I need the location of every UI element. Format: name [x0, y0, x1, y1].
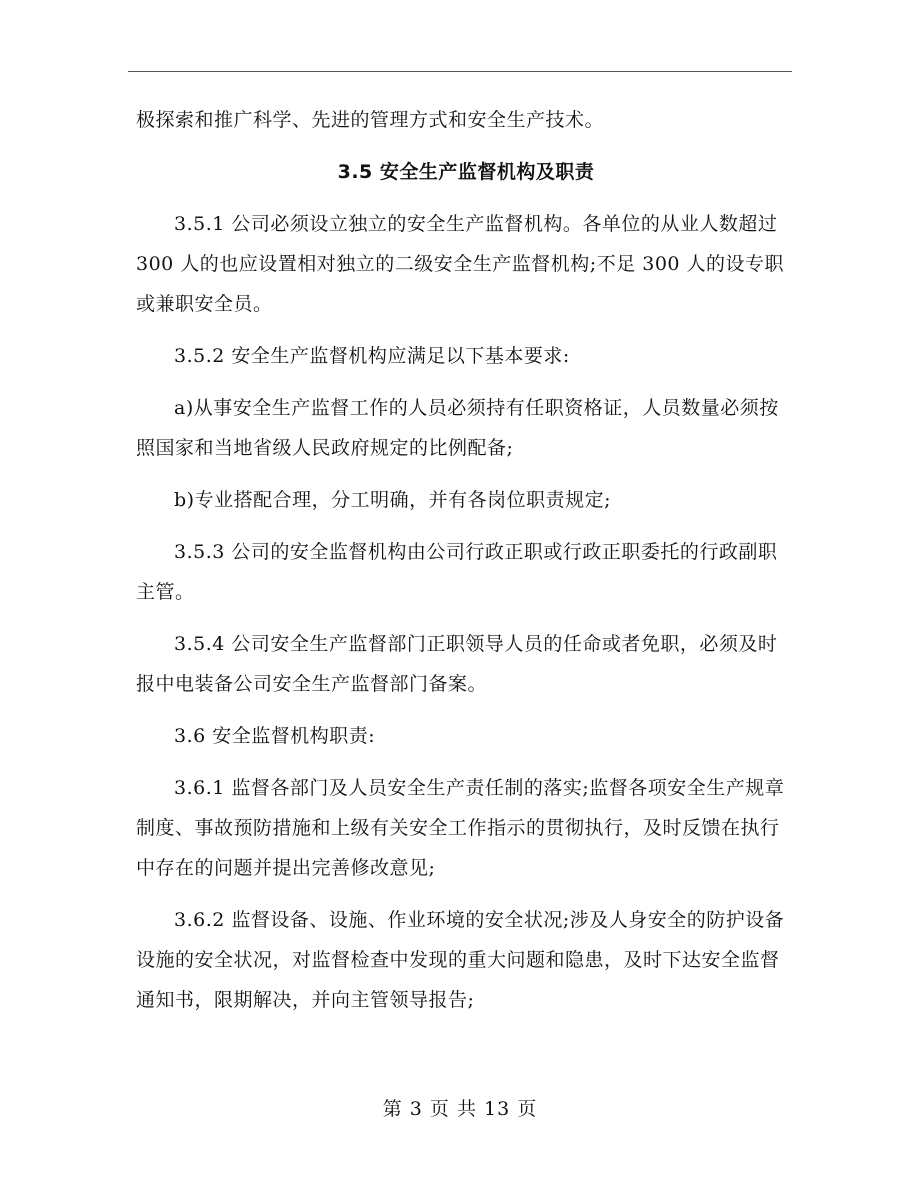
- paragraph-item-b: b)专业搭配合理，分工明确，并有各岗位职责规定;: [174, 489, 611, 511]
- header-rule: [128, 71, 792, 72]
- paragraph-item-a: a)从事安全生产监督工作的人员必须持有任职资格证，人员数量必须按照国家和当地省级人民政府规定的比例配备;: [136, 397, 779, 459]
- paragraph-3-6-2: 3.6.2 监督设备、设施、作业环境的安全状况;涉及人身安全的防护设备设施的安全状况，对监督检查中发现的重大问题和隐患，及时下达安全监督通知书，限期解决，并向主管领导报告;: [136, 909, 785, 1011]
- paragraph-3-6: 3.6 安全监督机构职责:: [174, 725, 376, 747]
- paragraph-3-6-1: 3.6.1 监督各部门及人员安全生产责任制的落实;监督各项安全生产规章制度、事故预防措施和上级有关安全工作指示的贯彻执行，及时反馈在执行中存在的问题并提出完善修改意见;: [136, 777, 785, 879]
- paragraph-continuation: 极探索和推广科学、先进的管理方式和安全生产技术。: [136, 109, 605, 131]
- paragraph-3-5-3: 3.5.3 公司的安全监督机构由公司行政正职或行政正职委托的行政副职主管。: [136, 541, 778, 603]
- paragraph-3-5-1: 3.5.1 公司必须设立独立的安全生产监督机构。各单位的从业人数超过 300 人的也应设置相对独立的二级安全生产监督机构;不足 300 人的设专职或兼职安全员。: [136, 213, 785, 315]
- paragraph-3-5-2: 3.5.2 安全生产监督机构应满足以下基本要求:: [174, 345, 570, 367]
- section-title: 3.5 安全生产监督机构及职责: [337, 161, 595, 183]
- page-number-footer: 第 3 页 共 13 页: [382, 1098, 538, 1120]
- paragraph-3-5-4: 3.5.4 公司安全生产监督部门正职领导人员的任命或者免职，必须及时报中电装备公司安全生产监督部门备案。: [136, 633, 778, 695]
- document-body: [136, 100, 796, 1032]
